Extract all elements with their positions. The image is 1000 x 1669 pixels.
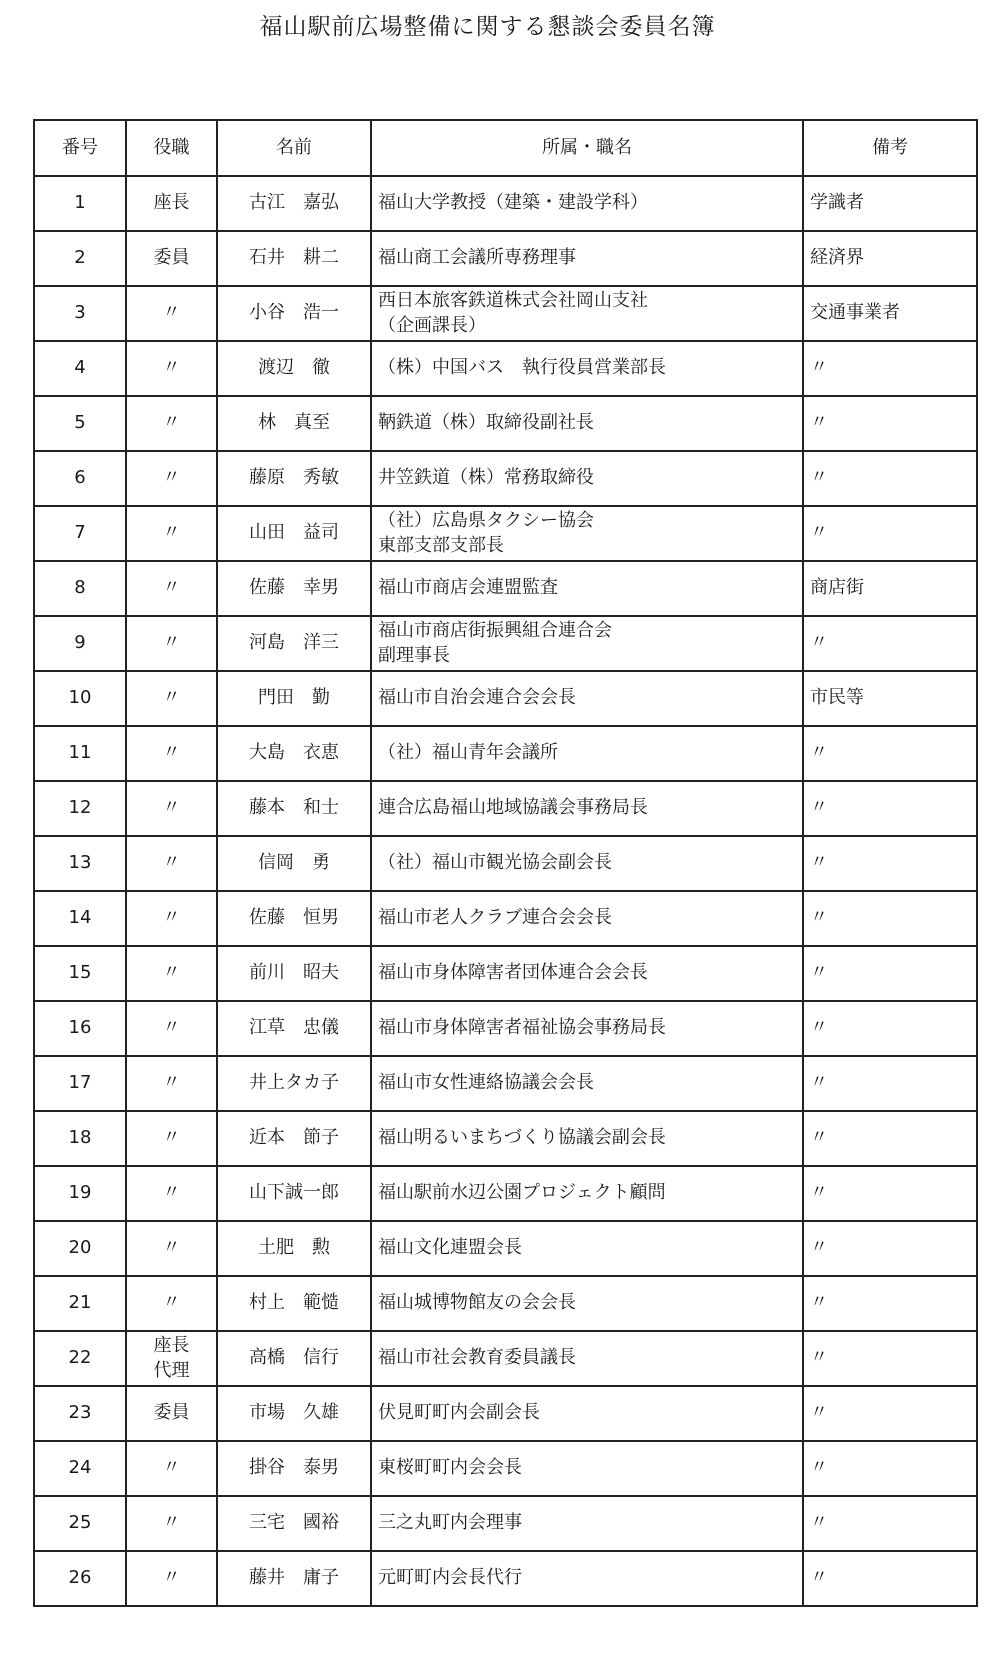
role-text: 〃 <box>162 357 181 379</box>
affiliation-line: 三之丸町内会理事 <box>378 1512 522 1534</box>
cell-affiliation <box>371 891 803 946</box>
cell-name: 山下誠一郎 <box>217 1166 371 1221</box>
cell-name: 林 真至 <box>217 396 371 451</box>
cell-role <box>126 231 217 286</box>
cell-number: 16 <box>34 1001 126 1056</box>
table-row <box>34 396 977 451</box>
cell-number: 9 <box>34 616 126 671</box>
affiliation-line: 福山市商店会連盟監査 <box>378 577 558 599</box>
cell-affiliation <box>371 836 803 891</box>
cell-affiliation <box>371 231 803 286</box>
table-row <box>34 891 977 946</box>
role-text: 〃 <box>162 1017 181 1039</box>
cell-role <box>126 451 217 506</box>
cell-affiliation <box>371 1111 803 1166</box>
cell-name: 近本 節子 <box>217 1111 371 1166</box>
role-text: 〃 <box>162 962 181 984</box>
cell-name: 小谷 浩一 <box>217 286 371 341</box>
cell-number: 2 <box>34 231 126 286</box>
cell-number: 14 <box>34 891 126 946</box>
cell-role <box>126 1221 217 1276</box>
affiliation-line: （社）福山市観光協会副会長 <box>378 852 612 874</box>
cell-role <box>126 891 217 946</box>
header-number: 番号 <box>34 120 126 176</box>
role-text: 〃 <box>162 1512 181 1534</box>
cell-affiliation <box>371 396 803 451</box>
cell-affiliation <box>371 946 803 1001</box>
table-body <box>34 176 977 1606</box>
cell-name: 村上 範慥 <box>217 1276 371 1331</box>
affiliation-line: 福山市身体障害者福祉協会事務局長 <box>378 1017 666 1039</box>
role-text: 〃 <box>162 1237 181 1259</box>
header-affiliation: 所属・職名 <box>371 120 803 176</box>
role-text: 代理 <box>153 1359 190 1381</box>
cell-affiliation <box>371 671 803 726</box>
role-text: 〃 <box>162 852 181 874</box>
cell-remarks: 〃 <box>803 946 977 1001</box>
affiliation-line: 福山市自治会連合会会長 <box>378 687 576 709</box>
role-text: 委員 <box>153 1402 190 1424</box>
role-text: 〃 <box>162 632 181 654</box>
cell-remarks: 〃 <box>803 726 977 781</box>
cell-remarks: 〃 <box>803 1001 977 1056</box>
cell-name: 石井 耕二 <box>217 231 371 286</box>
affiliation-line: 東部支部支部長 <box>378 534 504 556</box>
cell-remarks: 学識者 <box>803 176 977 231</box>
cell-affiliation <box>371 561 803 616</box>
role-text: 〃 <box>162 1292 181 1314</box>
role-text: 座長 <box>153 192 190 214</box>
cell-number: 26 <box>34 1551 126 1606</box>
cell-name: 渡辺 徹 <box>217 341 371 396</box>
affiliation-line: 福山明るいまちづくり協議会副会長 <box>378 1127 666 1149</box>
cell-remarks: 〃 <box>803 891 977 946</box>
cell-remarks: 〃 <box>803 781 977 836</box>
cell-affiliation <box>371 341 803 396</box>
cell-affiliation <box>371 1001 803 1056</box>
table-row <box>34 726 977 781</box>
table-row <box>34 286 977 341</box>
cell-name: 高橋 信行 <box>217 1331 371 1386</box>
cell-affiliation <box>371 451 803 506</box>
affiliation-line: 福山商工会議所専務理事 <box>378 247 576 269</box>
cell-role <box>126 1386 217 1441</box>
cell-role <box>126 671 217 726</box>
cell-remarks: 〃 <box>803 1056 977 1111</box>
cell-number: 24 <box>34 1441 126 1496</box>
table-header-row <box>34 120 977 176</box>
cell-role <box>126 946 217 1001</box>
table-row <box>34 1001 977 1056</box>
cell-role <box>126 1276 217 1331</box>
header-name: 名前 <box>217 120 371 176</box>
role-text: 〃 <box>162 302 181 324</box>
affiliation-line: 西日本旅客鉄道株式会社岡山支社 <box>378 290 648 312</box>
cell-role <box>126 1331 217 1386</box>
cell-affiliation <box>371 1551 803 1606</box>
cell-name: 三宅 國裕 <box>217 1496 371 1551</box>
table-row <box>34 451 977 506</box>
cell-name: 江草 忠儀 <box>217 1001 371 1056</box>
table-row <box>34 341 977 396</box>
cell-name: 大島 衣恵 <box>217 726 371 781</box>
role-text: 〃 <box>162 907 181 929</box>
table-row <box>34 946 977 1001</box>
cell-remarks: 〃 <box>803 1221 977 1276</box>
cell-remarks: 〃 <box>803 1551 977 1606</box>
cell-name: 藤本 和士 <box>217 781 371 836</box>
cell-affiliation <box>371 1331 803 1386</box>
table-row <box>34 1056 977 1111</box>
table-row <box>34 176 977 231</box>
cell-number: 21 <box>34 1276 126 1331</box>
table-row <box>34 561 977 616</box>
cell-name: 山田 益司 <box>217 506 371 561</box>
cell-name: 土肥 勲 <box>217 1221 371 1276</box>
cell-remarks: 〃 <box>803 341 977 396</box>
table-row <box>34 506 977 561</box>
affiliation-line: 福山駅前水辺公園プロジェクト顧問 <box>378 1182 666 1204</box>
cell-number: 10 <box>34 671 126 726</box>
role-text: 〃 <box>162 1567 181 1589</box>
role-text: 〃 <box>162 687 181 709</box>
table-row <box>34 781 977 836</box>
table-row <box>34 231 977 286</box>
cell-number: 25 <box>34 1496 126 1551</box>
cell-affiliation <box>371 616 803 671</box>
cell-number: 5 <box>34 396 126 451</box>
cell-name: 佐藤 幸男 <box>217 561 371 616</box>
affiliation-line: （株）中国バス 執行役員営業部長 <box>378 357 666 379</box>
role-text: 〃 <box>162 522 181 544</box>
cell-name: 佐藤 恒男 <box>217 891 371 946</box>
affiliation-line: （企画課長） <box>378 314 486 336</box>
role-text: 座長 <box>153 1335 190 1357</box>
affiliation-line: 福山市老人クラブ連合会会長 <box>378 907 612 929</box>
affiliation-line: 伏見町町内会副会長 <box>378 1402 540 1424</box>
cell-affiliation <box>371 286 803 341</box>
cell-name: 古江 嘉弘 <box>217 176 371 231</box>
affiliation-line: （社）広島県タクシー協会 <box>378 510 594 532</box>
cell-number: 11 <box>34 726 126 781</box>
cell-affiliation <box>371 781 803 836</box>
affiliation-line: 福山市商店街振興組合連合会 <box>378 620 612 642</box>
role-text: 〃 <box>162 742 181 764</box>
header-role: 役職 <box>126 120 217 176</box>
cell-affiliation <box>371 1166 803 1221</box>
affiliation-line: 井笠鉄道（株）常務取締役 <box>378 467 594 489</box>
cell-remarks: 〃 <box>803 836 977 891</box>
affiliation-line: 福山市女性連絡協議会会長 <box>378 1072 594 1094</box>
affiliation-line: （社）福山青年会議所 <box>378 742 558 764</box>
table-row <box>34 836 977 891</box>
cell-role <box>126 1166 217 1221</box>
role-text: 〃 <box>162 412 181 434</box>
cell-affiliation <box>371 1496 803 1551</box>
affiliation-line: 福山市社会教育委員議長 <box>378 1347 576 1369</box>
table-row <box>34 1496 977 1551</box>
document-title: 福山駅前広場整備に関する懇談会委員名簿 <box>259 14 716 40</box>
table-row <box>34 671 977 726</box>
cell-remarks: 〃 <box>803 1386 977 1441</box>
cell-number: 22 <box>34 1331 126 1386</box>
cell-name: 市場 久雄 <box>217 1386 371 1441</box>
cell-remarks: 経済界 <box>803 231 977 286</box>
header-remarks: 備考 <box>803 120 977 176</box>
cell-affiliation <box>371 1276 803 1331</box>
cell-role <box>126 836 217 891</box>
affiliation-line: 福山大学教授（建築・建設学科） <box>378 192 648 214</box>
role-text: 〃 <box>162 797 181 819</box>
cell-number: 18 <box>34 1111 126 1166</box>
cell-role <box>126 1001 217 1056</box>
cell-remarks: 市民等 <box>803 671 977 726</box>
affiliation-line: 副理事長 <box>378 644 450 666</box>
table-row <box>34 1276 977 1331</box>
cell-remarks: 商店街 <box>803 561 977 616</box>
cell-role <box>126 616 217 671</box>
cell-name: 掛谷 泰男 <box>217 1441 371 1496</box>
cell-number: 13 <box>34 836 126 891</box>
cell-remarks: 〃 <box>803 1496 977 1551</box>
cell-remarks: 〃 <box>803 616 977 671</box>
role-text: 〃 <box>162 1127 181 1149</box>
table-row <box>34 1441 977 1496</box>
cell-number: 8 <box>34 561 126 616</box>
cell-remarks: 交通事業者 <box>803 286 977 341</box>
table-row <box>34 1386 977 1441</box>
cell-role <box>126 396 217 451</box>
cell-affiliation <box>371 1056 803 1111</box>
cell-affiliation <box>371 726 803 781</box>
cell-role <box>126 561 217 616</box>
cell-affiliation <box>371 1441 803 1496</box>
cell-name: 藤井 庸子 <box>217 1551 371 1606</box>
table-row <box>34 616 977 671</box>
role-text: 委員 <box>153 247 190 269</box>
cell-role <box>126 176 217 231</box>
cell-role <box>126 1551 217 1606</box>
role-text: 〃 <box>162 1457 181 1479</box>
cell-number: 1 <box>34 176 126 231</box>
role-text: 〃 <box>162 1072 181 1094</box>
cell-role <box>126 781 217 836</box>
cell-role <box>126 1056 217 1111</box>
affiliation-line: 連合広島福山地域協議会事務局長 <box>378 797 648 819</box>
cell-remarks: 〃 <box>803 1276 977 1331</box>
cell-remarks: 〃 <box>803 451 977 506</box>
cell-name: 門田 勤 <box>217 671 371 726</box>
cell-affiliation <box>371 1221 803 1276</box>
cell-name: 藤原 秀敏 <box>217 451 371 506</box>
cell-remarks: 〃 <box>803 1331 977 1386</box>
cell-number: 23 <box>34 1386 126 1441</box>
cell-role <box>126 726 217 781</box>
affiliation-line: 福山市身体障害者団体連合会会長 <box>378 962 648 984</box>
cell-name: 河島 洋三 <box>217 616 371 671</box>
cell-name: 信岡 勇 <box>217 836 371 891</box>
cell-number: 6 <box>34 451 126 506</box>
cell-role <box>126 286 217 341</box>
cell-number: 17 <box>34 1056 126 1111</box>
cell-number: 15 <box>34 946 126 1001</box>
cell-number: 12 <box>34 781 126 836</box>
cell-remarks: 〃 <box>803 396 977 451</box>
cell-role <box>126 1111 217 1166</box>
affiliation-line: 福山城博物館友の会会長 <box>378 1292 576 1314</box>
cell-role <box>126 506 217 561</box>
cell-role <box>126 1496 217 1551</box>
table-row <box>34 1166 977 1221</box>
affiliation-line: 元町町内会長代行 <box>378 1567 522 1589</box>
affiliation-line: 鞆鉄道（株）取締役副社長 <box>378 412 594 434</box>
cell-name: 前川 昭夫 <box>217 946 371 1001</box>
member-roster-table <box>33 119 978 1607</box>
cell-number: 20 <box>34 1221 126 1276</box>
table-row <box>34 1551 977 1606</box>
table-row <box>34 1331 977 1386</box>
affiliation-line: 福山文化連盟会長 <box>378 1237 522 1259</box>
cell-remarks: 〃 <box>803 1111 977 1166</box>
cell-role <box>126 341 217 396</box>
cell-role <box>126 1441 217 1496</box>
cell-number: 7 <box>34 506 126 561</box>
role-text: 〃 <box>162 467 181 489</box>
cell-affiliation <box>371 1386 803 1441</box>
cell-number: 4 <box>34 341 126 396</box>
cell-remarks: 〃 <box>803 506 977 561</box>
cell-affiliation <box>371 176 803 231</box>
cell-number: 19 <box>34 1166 126 1221</box>
role-text: 〃 <box>162 577 181 599</box>
cell-affiliation <box>371 506 803 561</box>
cell-remarks: 〃 <box>803 1166 977 1221</box>
cell-number: 3 <box>34 286 126 341</box>
role-text: 〃 <box>162 1182 181 1204</box>
cell-remarks: 〃 <box>803 1441 977 1496</box>
table-row <box>34 1111 977 1166</box>
cell-name: 井上タカ子 <box>217 1056 371 1111</box>
table-row <box>34 1221 977 1276</box>
affiliation-line: 東桜町町内会会長 <box>378 1457 522 1479</box>
